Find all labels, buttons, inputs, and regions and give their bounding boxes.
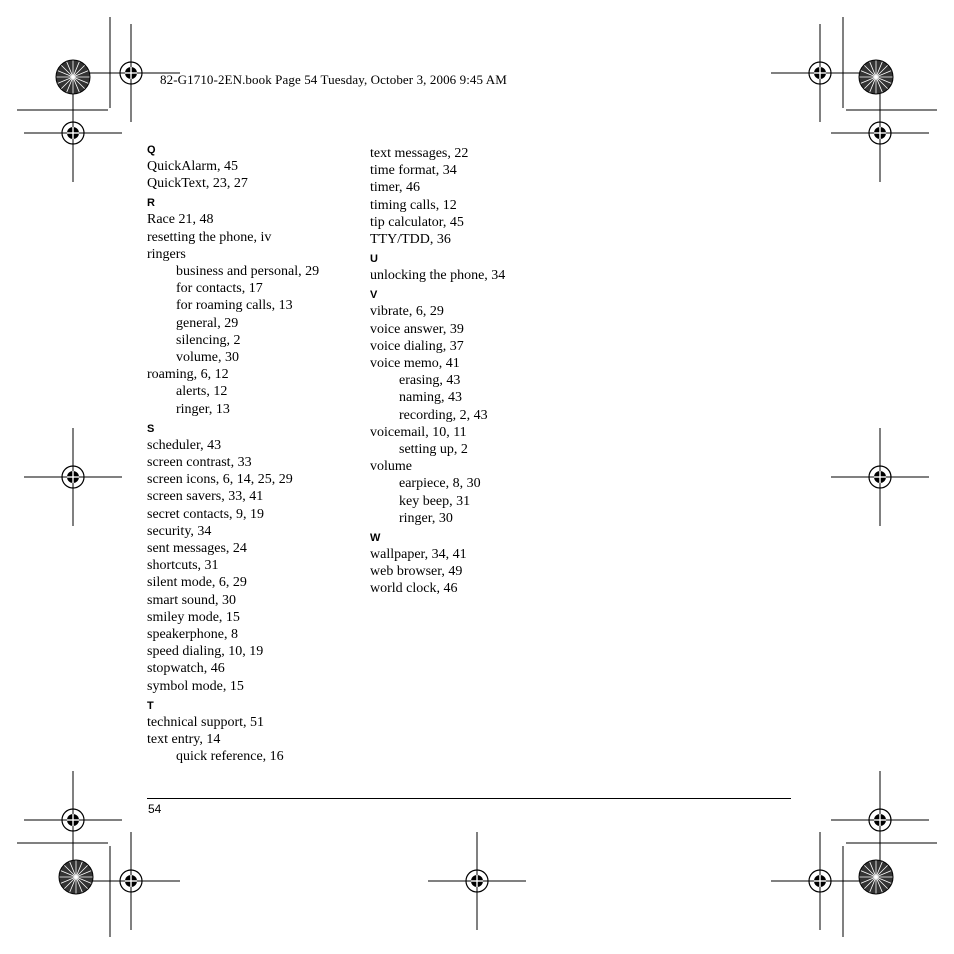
index-subentry: quick reference, 16 [176, 749, 284, 765]
index-subentry: key beep, 31 [399, 493, 471, 509]
index-entry: vibrate, 6, 29 [370, 304, 444, 320]
index-letter-heading: Q [147, 144, 156, 156]
index-entry: silent mode, 6, 29 [147, 575, 247, 591]
index-entry: scheduler, 43 [147, 437, 222, 453]
index-subentry: earpiece, 8, 30 [399, 476, 481, 492]
index-entry: web browser, 49 [370, 564, 463, 580]
footer-rule [147, 798, 791, 799]
index-subentry: general, 29 [176, 315, 239, 331]
index-entry: screen contrast, 33 [147, 455, 252, 471]
index-entry: unlocking the phone, 34 [370, 268, 506, 284]
index-entry: TTY/TDD, 36 [370, 232, 451, 248]
index-entry: security, 34 [147, 523, 212, 539]
index-column-right [370, 145, 585, 598]
index-entry: symbol mode, 15 [147, 678, 244, 694]
index-entry: voice memo, 41 [370, 356, 460, 372]
index-entry: text messages, 22 [370, 146, 469, 161]
index-entry: roaming, 6, 12 [147, 367, 229, 383]
index-letter-heading: W [370, 532, 381, 545]
index-entry: ringers [147, 246, 186, 262]
registration-mark-left-lower [24, 771, 122, 869]
registration-mark-bottom-center [428, 832, 526, 930]
index-entry: screen icons, 6, 14, 25, 29 [147, 472, 293, 488]
index-letter-heading: U [370, 253, 378, 266]
index-entry: speakerphone, 8 [147, 627, 238, 643]
index-subentry: ringer, 13 [176, 401, 230, 417]
index-entry: resetting the phone, iv [147, 229, 272, 245]
index-letter-heading: R [147, 197, 155, 210]
index-entry: technical support, 51 [147, 714, 265, 730]
index-entry: screen savers, 33, 41 [147, 489, 264, 505]
index-subentry: volume, 30 [176, 350, 239, 366]
index-entry: shortcuts, 31 [147, 558, 219, 574]
index-entry: wallpaper, 34, 41 [370, 547, 467, 563]
index-entry: Race 21, 48 [147, 212, 214, 228]
index-entry: tip calculator, 45 [370, 214, 464, 230]
index-subentry: alerts, 12 [176, 384, 228, 400]
registration-mark-left-middle [24, 428, 122, 526]
index-subentry: for contacts, 17 [176, 281, 263, 297]
index-subentry: silencing, 2 [176, 332, 241, 348]
registration-mark-top-right [771, 24, 869, 122]
index-letter-heading: T [147, 699, 154, 712]
index-column-left [147, 143, 362, 766]
color-target-top-left [56, 60, 90, 94]
index-entry: time format, 34 [370, 163, 457, 179]
index-entry: voicemail, 10, 11 [370, 424, 467, 440]
index-letter-heading: S [147, 422, 155, 435]
index-entry: QuickText, 23, 27 [147, 176, 248, 192]
index-entry: voice dialing, 37 [370, 338, 464, 354]
index-subentry: business and personal, 29 [176, 264, 320, 280]
registration-mark-bottom-left [82, 832, 180, 930]
index-entry: smiley mode, 15 [147, 609, 240, 625]
index-subentry: recording, 2, 43 [399, 407, 488, 423]
book-slug-header: 82-G1710-2EN.book Page 54 Tuesday, October 3, 2006 9:45 AM [160, 72, 507, 87]
index-entry: sent messages, 24 [147, 541, 247, 557]
registration-mark-bottom-right [771, 832, 869, 930]
index-subentry: setting up, 2 [399, 442, 468, 458]
index-entry: voice answer, 39 [370, 321, 464, 337]
index-subentry: ringer, 30 [399, 510, 453, 526]
index-entry: world clock, 46 [370, 581, 458, 597]
color-target-bottom-left [59, 860, 93, 894]
index-entry: stopwatch, 46 [147, 661, 225, 677]
index-entry: timing calls, 12 [370, 197, 457, 213]
index-entry: smart sound, 30 [147, 592, 237, 608]
color-target-bottom-right [859, 860, 893, 894]
registration-mark-right-lower [831, 771, 929, 869]
index-subentry: erasing, 43 [399, 373, 461, 389]
index-entry: volume [370, 459, 412, 475]
index-letter-heading: V [370, 289, 378, 302]
index-subentry: for roaming calls, 13 [176, 298, 293, 314]
index-entry: QuickAlarm, 45 [147, 159, 238, 174]
registration-mark-left-upper [24, 84, 122, 182]
index-subentry: naming, 43 [399, 390, 462, 406]
index-entry: timer, 46 [370, 180, 420, 196]
index-entry: secret contacts, 9, 19 [147, 506, 265, 522]
index-entry: text entry, 14 [147, 732, 221, 748]
page-number: 54 [148, 802, 162, 816]
registration-mark-right-upper [831, 84, 929, 182]
color-target-top-right [859, 60, 893, 94]
index-entry: speed dialing, 10, 19 [147, 644, 264, 660]
registration-mark-right-middle [831, 428, 929, 526]
